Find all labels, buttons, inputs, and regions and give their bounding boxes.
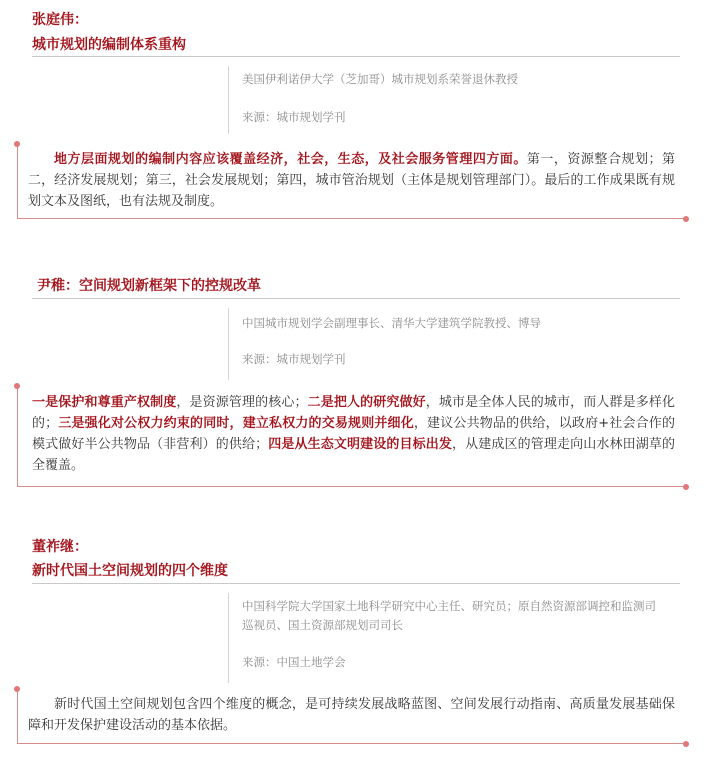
frame-dot-icon <box>14 686 20 692</box>
body-text: 第一，资源整合规划；第二，经济发展规划；第三，社会发展规划；第四，城市管治规划（主体是规划管理部门）。最后的工作成果既有规划文本及图纸，也有法规及制度。 <box>28 152 675 209</box>
section-3-topic: 新时代国土空间规划的四个维度 <box>32 563 228 579</box>
section-1-name: 张庭伟： <box>32 12 88 28</box>
source-label: 来源：城市规划学刊 <box>242 110 346 124</box>
body-text: 新时代国土空间规划包含四个维度的概念，是可持续发展战略蓝图、空间发展行动指南、高质量发展基础保障和开发保护建设活动的基本依据。 <box>28 697 675 733</box>
section-3-divider <box>32 583 680 584</box>
highlighted-text: 地方层面规划的编制内容应该覆盖经济，社会，生态，及社会服务管理四方面。 <box>54 152 527 167</box>
body-text: ，建议公共物品的供给，以政府+社会合作的模式做好半公共物品（非营利）的供给； <box>32 416 675 452</box>
section-1-meta <box>228 66 680 134</box>
highlighted-text: 三是强化对公权力约束的同时，建立私权力的交易规则并细化 <box>58 416 414 431</box>
frame-dot-icon <box>683 741 689 747</box>
section-1-divider <box>32 56 680 57</box>
body-text: ，城市是全体人民的城市，而人群是多样化的； <box>32 395 675 431</box>
source-label: 来源：中国土地学会 <box>242 655 346 669</box>
quote-box-1 <box>17 145 685 219</box>
section-3-name: 董祚继： <box>32 539 88 555</box>
highlighted-text: 二是把人的研究做好 <box>307 395 426 410</box>
section-2-divider <box>32 298 680 299</box>
highlighted-text: 四是从生态文明建设的目标出发 <box>268 437 452 452</box>
frame-dot-icon <box>683 216 689 222</box>
quote-paragraph-2 <box>18 387 685 476</box>
section-2-heading: 尹稚：空间规划新框架下的控规改革 <box>37 278 261 294</box>
quote-box-2 <box>17 387 685 487</box>
section-1-topic: 城市规划的编制体系重构 <box>32 37 186 53</box>
author-affiliation: 美国伊利诺伊大学（芝加哥）城市规划系荣誉退休教授 <box>242 72 518 86</box>
quote-box-3 <box>17 690 685 744</box>
frame-dot-icon <box>683 484 689 490</box>
section-2-meta <box>228 308 680 380</box>
author-affiliation: 中国城市规划学会副理事长、清华大学建筑学院教授、博导 <box>242 316 541 330</box>
frame-dot-icon <box>14 141 20 147</box>
quote-paragraph-3 <box>18 690 685 736</box>
highlighted-text: 一是保护和尊重产权制度 <box>32 395 177 410</box>
author-affiliation: 中国科学院大学国家土地科学研究中心主任、研究员；原自然资源部调控和监测司巡视员、国土资源部规划司司长 <box>242 599 656 632</box>
quote-paragraph-1 <box>18 145 685 212</box>
section-3-meta <box>228 593 680 683</box>
body-text: ，是资源管理的核心； <box>176 395 308 410</box>
frame-dot-icon <box>14 383 20 389</box>
body-text: ，从建成区的管理走向山水林田湖草的全覆盖。 <box>32 437 675 473</box>
source-label: 来源：城市规划学刊 <box>242 352 346 366</box>
